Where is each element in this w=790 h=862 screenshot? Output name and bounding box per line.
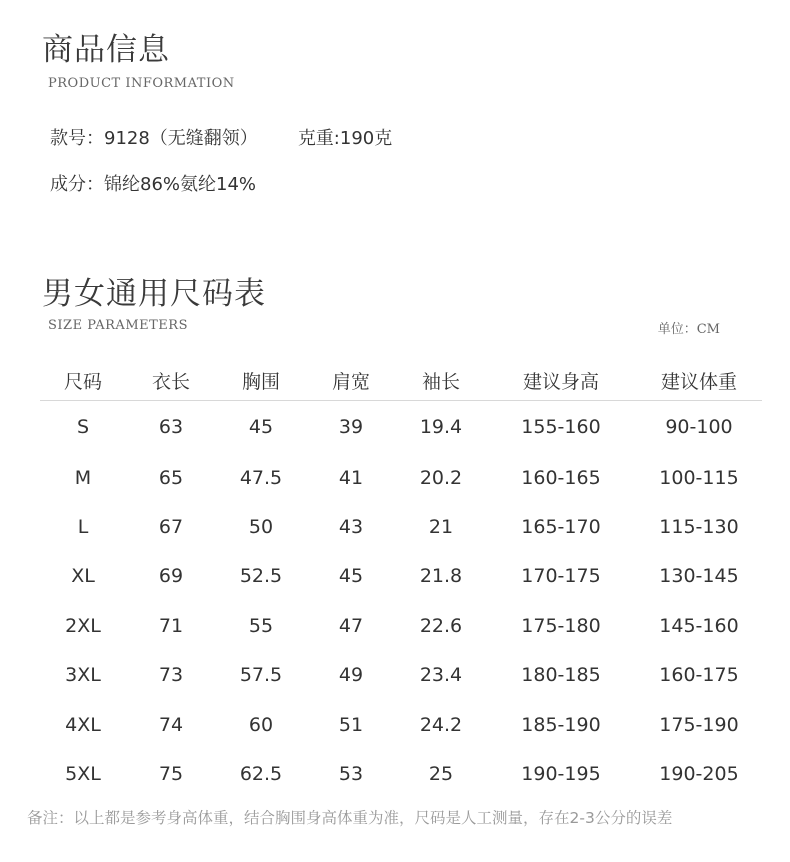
product-info-row-1 [50, 124, 392, 150]
cell-weight: 115-130 [659, 516, 739, 539]
table-row [40, 749, 762, 798]
size-table [40, 360, 762, 799]
table-header [40, 360, 762, 401]
product-info-title: 商品信息 [42, 32, 170, 68]
table-row [40, 552, 762, 601]
cell-weight: 90-100 [665, 416, 733, 438]
cell-height: 175-180 [521, 614, 601, 637]
cell-size: 5XL [65, 763, 101, 786]
table-row [40, 651, 762, 700]
cell-weight: 145-160 [659, 614, 739, 637]
cell-height: 180-185 [521, 664, 601, 687]
header-shoulder: 肩宽 [331, 370, 370, 393]
cell-chest: 62.5 [239, 763, 283, 786]
cell-length: 69 [158, 565, 184, 588]
cell-sleeve: 21 [428, 516, 454, 539]
cell-chest: 57.5 [239, 664, 283, 687]
cell-chest: 60 [248, 713, 274, 736]
cell-sleeve: 23.4 [419, 664, 463, 687]
cell-size: 2XL [65, 614, 101, 637]
size-chart-title: 男女通用尺码表 [42, 276, 266, 312]
cell-shoulder: 45 [338, 565, 364, 588]
cell-height: 165-170 [521, 516, 601, 539]
cell-weight: 160-175 [659, 664, 739, 687]
cell-shoulder: 39 [338, 416, 364, 438]
cell-chest: 45 [248, 416, 274, 438]
cell-height: 185-190 [521, 713, 601, 736]
cell-size: 3XL [65, 664, 101, 687]
footnote: 备注：以上都是参考身高体重，结合胸围身高体重为准，尺码是人工测量，存在2-3公分的误差 [27, 809, 673, 827]
cell-weight: 190-205 [659, 763, 739, 786]
cell-length: 71 [158, 614, 184, 637]
cell-height: 160-165 [521, 466, 601, 489]
cell-size: 4XL [65, 713, 101, 736]
cell-chest: 50 [248, 516, 274, 539]
cell-chest: 55 [248, 614, 274, 637]
cell-chest: 52.5 [239, 565, 283, 588]
cell-size: XL [71, 565, 95, 588]
cell-height: 190-195 [521, 763, 601, 786]
cell-shoulder: 49 [338, 664, 364, 687]
cell-sleeve: 19.4 [419, 416, 463, 438]
cell-length: 63 [158, 416, 184, 438]
table-body [40, 401, 762, 799]
cell-length: 73 [158, 664, 184, 687]
cell-sleeve: 25 [428, 763, 454, 786]
cell-length: 67 [158, 516, 184, 539]
cell-sleeve: 21.8 [419, 565, 463, 588]
cell-height: 155-160 [521, 416, 601, 438]
header-sleeve: 袖长 [421, 370, 460, 393]
cell-sleeve: 24.2 [419, 713, 463, 736]
header-height: 建议身高 [522, 370, 599, 393]
cell-weight: 175-190 [659, 713, 739, 736]
cell-shoulder: 47 [338, 614, 364, 637]
header-size: 尺码 [63, 370, 102, 393]
cell-shoulder: 41 [338, 466, 364, 489]
cell-sleeve: 22.6 [419, 614, 463, 637]
table-row [40, 502, 762, 551]
size-chart-subtitle: SIZE PARAMETERS [48, 318, 188, 333]
style-number: 款号：9128（无缝翻领） [50, 128, 258, 149]
cell-shoulder: 53 [338, 763, 364, 786]
cell-sleeve: 20.2 [419, 466, 463, 489]
table-row [40, 401, 762, 453]
unit-label: 单位：CM [657, 322, 720, 337]
cell-weight: 130-145 [659, 565, 739, 588]
product-info-subtitle: PRODUCT INFORMATION [48, 76, 235, 91]
header-length: 衣长 [151, 370, 190, 393]
cell-length: 75 [158, 763, 184, 786]
cell-shoulder: 51 [338, 713, 364, 736]
table-row [40, 700, 762, 749]
cell-chest: 47.5 [239, 466, 283, 489]
header-chest: 胸围 [241, 370, 280, 393]
composition: 成分：锦纶86%氨纶14% [50, 174, 257, 195]
cell-weight: 100-115 [659, 466, 739, 489]
cell-size: L [77, 516, 89, 539]
cell-size: M [74, 466, 92, 489]
table-row [40, 453, 762, 502]
table-row [40, 601, 762, 650]
weight: 克重:190克 [297, 128, 393, 149]
cell-length: 65 [158, 466, 184, 489]
header-weight: 建议体重 [660, 370, 737, 393]
cell-length: 74 [158, 713, 184, 736]
cell-height: 170-175 [521, 565, 601, 588]
cell-size: S [76, 416, 90, 438]
cell-shoulder: 43 [338, 516, 364, 539]
